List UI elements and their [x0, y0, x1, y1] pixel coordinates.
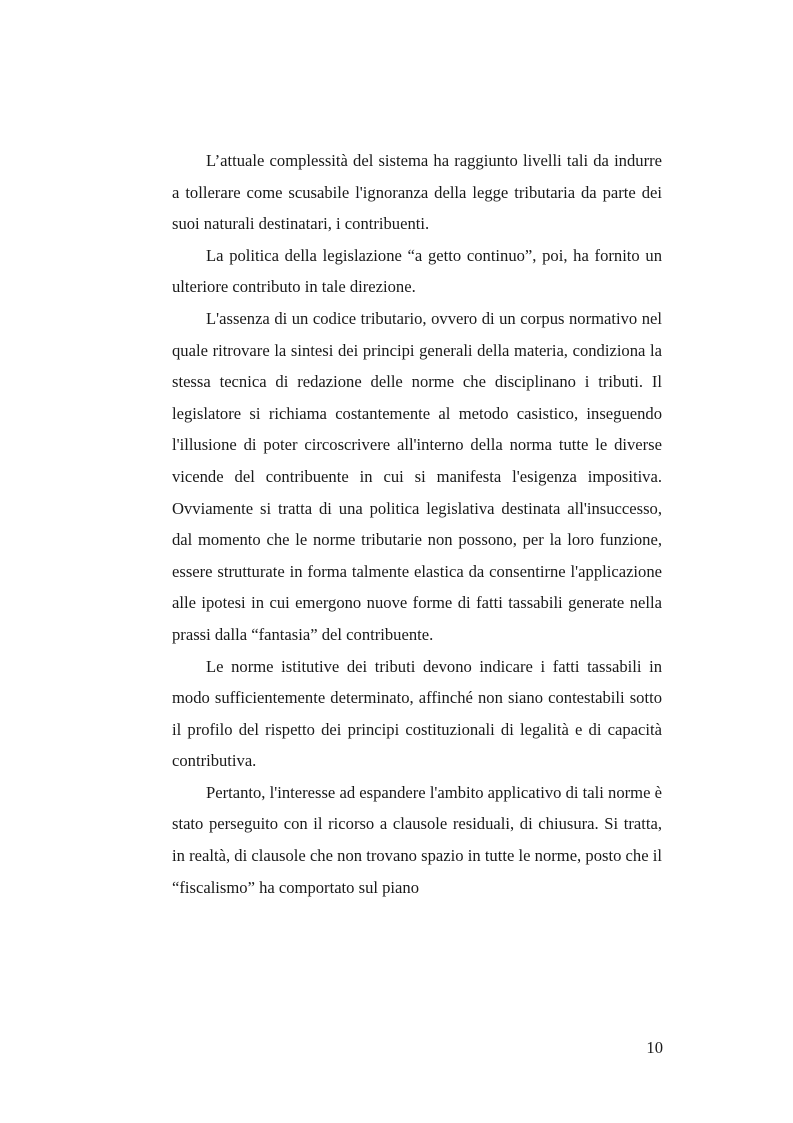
paragraph-5: Pertanto, l'interesse ad espandere l'ambito applicativo di tali norme è stato perseguito con il ricorso a clausole residuali, di chiusura. Si tratta, in realtà, di clausole che non trovano spazio in tutte le norme, posto che il “fiscalismo” ha comportato sul piano — [172, 782, 662, 897]
paragraph-2: La politica della legislazione “a getto continuo”, poi, ha fornito un ulteriore contributo in tale direzione. — [172, 245, 662, 297]
body-text — [172, 145, 662, 903]
paragraph-1: L’attuale complessità del sistema ha raggiunto livelli tali da indurre a tollerare come scusabile l'ignoranza della legge tributaria da parte dei suoi naturali destinatari, i contribuenti. — [172, 151, 662, 234]
paragraph-3: L'assenza di un codice tributario, ovvero di un corpus normativo nel quale ritrovare la sintesi dei principi generali della materia, condiziona la stessa tecnica di redazione delle norme che disciplinano i tributi. Il legislatore si richiama costantemente al metodo casistico, inseguendo l'illusione di poter circoscrivere all'interno della norma tutte le diverse vicende del contribuente in cui si manifesta l'esigenza impositiva. Ovviamente si tratta di una politica legislativa destinata all'insuccesso, dal momento che le norme tributarie non possono, per la loro funzione, essere strutturate in forma talmente elastica da consentirne l'applicazione alle ipotesi in cui emergono nuove forme di fatti tassabili generate nella prassi dalla “fantasia” del contribuente. — [172, 308, 662, 644]
paragraph-4: Le norme istitutive dei tributi devono indicare i fatti tassabili in modo sufficientemente determinato, affinché non siano contestabili sotto il profilo del rispetto dei principi costituzionali di legalità e di capacità contributiva. — [172, 656, 662, 771]
page-number: 10 — [646, 1038, 663, 1057]
